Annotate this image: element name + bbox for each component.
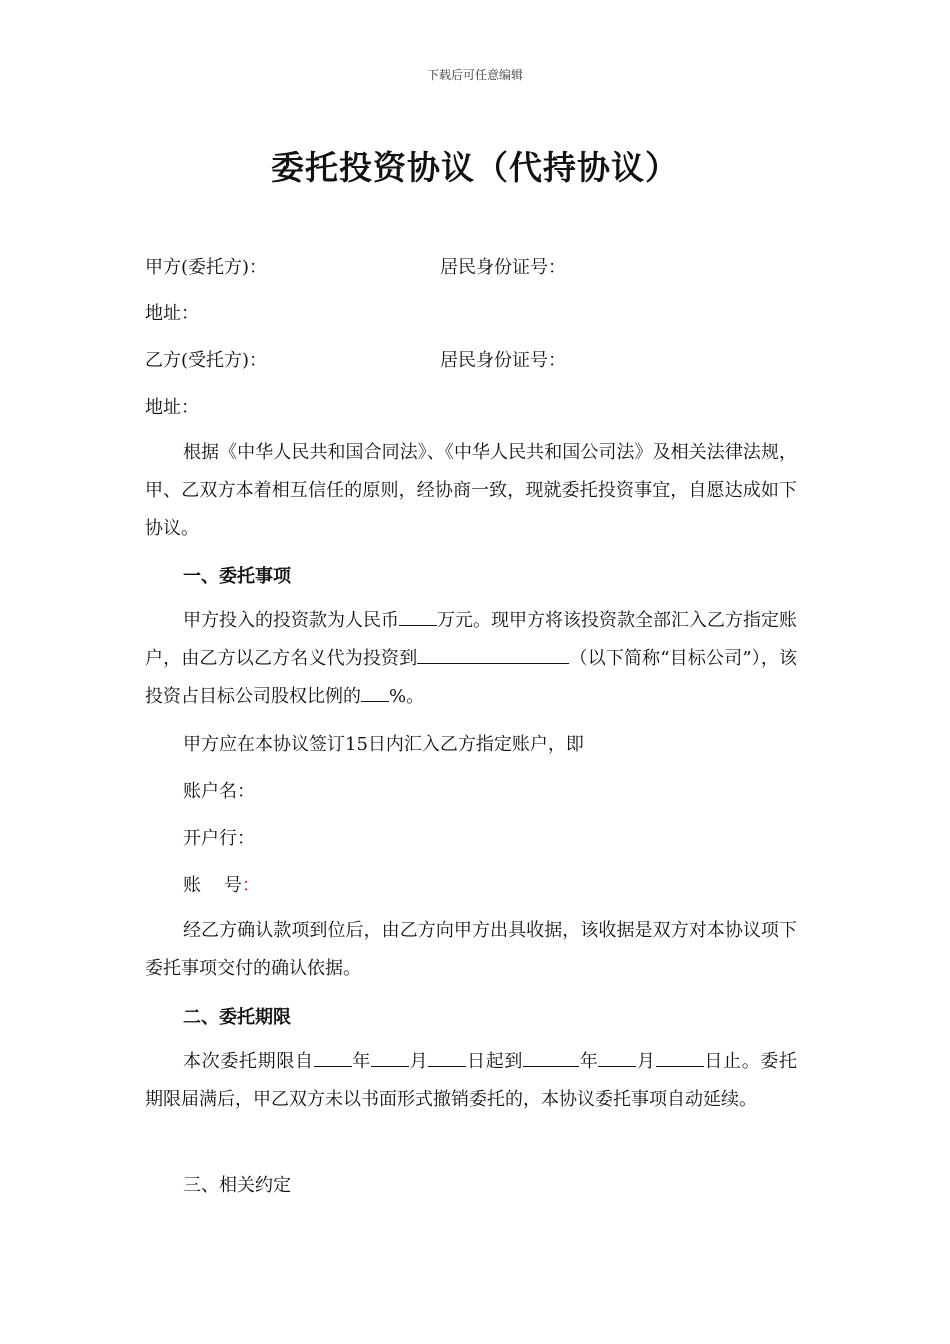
- header-note: 下载后可任意编辑: [426, 68, 523, 82]
- bank-label: 开户行：: [183, 828, 255, 849]
- end-month-blank: [598, 1048, 636, 1067]
- section1-p1-b: 万元。现甲方将该投资款全部汇入乙方指定账户，由乙方以乙方名义代为投资到: [145, 610, 797, 669]
- end-year-label: 年: [579, 1051, 599, 1072]
- start-year-label: 年: [351, 1051, 372, 1072]
- target-company-blank: [417, 645, 569, 664]
- section3-heading: 三、相关约定: [183, 1175, 291, 1196]
- amount-blank: [399, 607, 437, 626]
- equity-ratio-blank: [361, 683, 389, 702]
- section1-heading: 一、委托事项: [183, 566, 291, 587]
- start-month-label: 月: [409, 1051, 429, 1072]
- section1-p1-a: 甲方投入的投资款为人民币: [183, 610, 399, 631]
- section2-end-text: 日止。委托期限届满后，甲乙双方未以书面形式撤销委托的，本协议委托事项自动延续。: [145, 1051, 798, 1110]
- account-name-label: 账户名：: [183, 781, 255, 802]
- intro-paragraph: 根据《中华人民共和国合同法》、《中华人民共和国公司法》及相关法律法规，甲、乙双方本着相互信任的原则，经协商一致，现就委托投资事宜，自愿达成如下协议。: [145, 442, 797, 539]
- section1-p1-c: （以下简称“目标公司”），该投资占目标公司股权比例的: [145, 648, 797, 707]
- party-a-address-label: 地址：: [145, 303, 199, 324]
- account-number-label: 账 号: [183, 875, 242, 896]
- section1-paragraph2: 甲方应在本协议签订15日内汇入乙方指定账户，即: [183, 734, 584, 755]
- start-month-blank: [371, 1048, 409, 1067]
- section2-p1-a: 本次委托期限自: [183, 1051, 314, 1072]
- party-a-label: 甲方(委托方)：: [145, 257, 268, 278]
- end-month-label: 月: [636, 1051, 656, 1072]
- section1-paragraph3: 经乙方确认款项到位后，由乙方向甲方出具收据，该收据是双方对本协议项下委托事项交付的确认依据。: [145, 920, 797, 979]
- start-day-blank: [428, 1048, 466, 1067]
- section2-paragraph: [145, 1043, 797, 1119]
- start-day-label: 日起到: [466, 1051, 524, 1072]
- account-number-colon: ：: [241, 875, 260, 896]
- start-year-blank: [314, 1048, 352, 1067]
- end-year-blank: [523, 1048, 579, 1067]
- party-b-id-label: 居民身份证号：: [440, 350, 566, 371]
- section1-paragraph1: [145, 602, 797, 716]
- document-title: 委托投资协议（代持协议）: [271, 148, 679, 187]
- section2-heading: 二、委托期限: [183, 1007, 291, 1028]
- party-a-row: [145, 256, 267, 280]
- section1-p1-d: %。: [389, 686, 425, 707]
- party-b-address-label: 地址：: [145, 397, 199, 418]
- party-b-label: 乙方(受托方)：: [145, 350, 268, 371]
- account-number-row: [183, 874, 260, 898]
- party-a-id-label: 居民身份证号：: [440, 257, 566, 278]
- end-day-blank: [656, 1048, 704, 1067]
